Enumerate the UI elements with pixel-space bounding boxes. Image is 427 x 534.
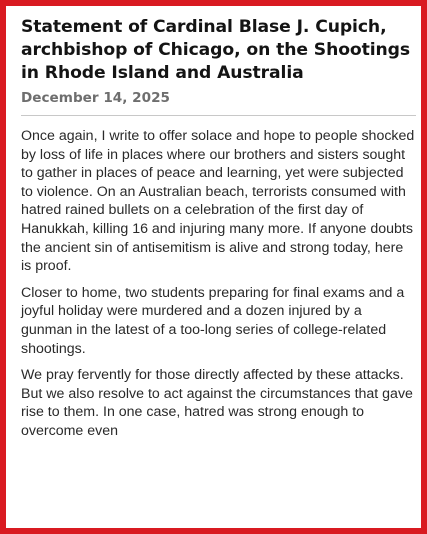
body-paragraph: Once again, I write to offer solace and hope to people shocked by loss of life in places where our brothers and sisters sought to gather in places of peace and learning, yet were subjected to violence. On an Australian beach, terrorists consumed with hatred rained bullets on a celebration of the first day of Hanukkah, killing 16 and injuring many more. If anyone doubts the ancient sin of antisemitism is alive and strong today, here is proof. (21, 128, 415, 275)
title-divider (21, 115, 416, 116)
article (21, 16, 416, 449)
body-paragraph: Closer to home, two students preparing for final exams and a joyful holiday were murdered and a dozen injured by a gunman in the latest of a too-long series of college-related shootings. (21, 284, 405, 357)
article-title: Statement of Cardinal Blase J. Cupich, archbishop of Chicago, on the Shootings in Rhode Island and Australia (21, 17, 411, 83)
body-paragraph: We pray fervently for those directly affected by these attacks. But we also resolve to act against the circumstances that gave rise to them. In one case, hatred was strong enough to overcome even (21, 367, 413, 439)
article-date: December 14, 2025 (21, 90, 170, 106)
